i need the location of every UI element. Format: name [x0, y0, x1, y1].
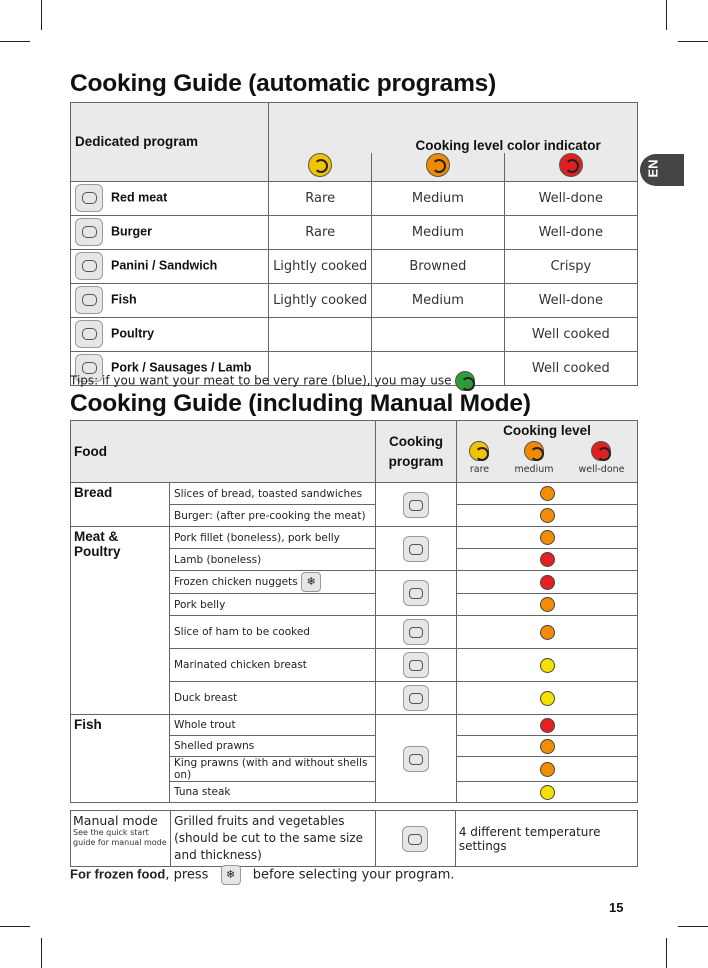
- sausage-icon: [376, 527, 457, 571]
- level-dot: [457, 527, 638, 549]
- program-panini: Panini / Sandwich: [71, 249, 269, 283]
- sandwich-icon: [75, 252, 103, 280]
- food-item: Frozen chicken nuggets ❄: [170, 571, 376, 594]
- level-dot: [457, 549, 638, 571]
- table-row: [71, 283, 638, 317]
- cell-level-2: Medium: [372, 215, 505, 249]
- sandwich-icon: [376, 616, 457, 649]
- program-pork: Pork / Sausages / Lamb: [71, 351, 269, 385]
- level-medium-icon: [372, 153, 505, 182]
- cell-level-3: Crispy: [504, 249, 637, 283]
- manual-mode-table: [70, 810, 638, 867]
- header-cooking-level: Cooking level rare medium well-done: [457, 421, 638, 483]
- sandwich-icon: [376, 483, 457, 527]
- crop-mark: [0, 41, 30, 42]
- food-item: Tuna steak: [170, 782, 376, 803]
- table-row: [71, 715, 638, 736]
- table-row: [71, 483, 638, 505]
- cell-level-3: Well cooked: [504, 351, 637, 385]
- header-dedicated-program: Dedicated program: [71, 103, 269, 182]
- level-dot: [457, 682, 638, 715]
- language-tab: [640, 154, 684, 186]
- automatic-programs-table: [70, 102, 638, 386]
- cell-level-2: Medium: [372, 181, 505, 215]
- crop-mark: [41, 938, 42, 968]
- page-number: 15: [609, 900, 624, 915]
- snowflake-icon: ❄: [301, 572, 321, 592]
- thermometer-icon: [375, 811, 455, 867]
- level-dot: [457, 571, 638, 594]
- food-item: Whole trout: [170, 715, 376, 736]
- steak-icon: [376, 682, 457, 715]
- group-meat: Meat & Poultry: [71, 527, 170, 715]
- manual-mode-title: Manual mode: [73, 813, 158, 828]
- manual-guide-table: [70, 420, 638, 803]
- food-item: Duck breast: [170, 682, 376, 715]
- level-dot: [457, 483, 638, 505]
- steak-icon: [75, 184, 103, 212]
- poultry-icon: [75, 320, 103, 348]
- program-fish: Fish: [71, 283, 269, 317]
- cell-level-2: [372, 317, 505, 351]
- crop-mark: [678, 926, 708, 927]
- table-row: [71, 215, 638, 249]
- poultry-icon: [376, 649, 457, 682]
- level-dot: [457, 649, 638, 682]
- fish-icon: [75, 286, 103, 314]
- snowflake-icon: ❄: [221, 865, 241, 885]
- cell-level-1: [269, 317, 372, 351]
- food-item: Pork fillet (boneless), pork belly: [170, 527, 376, 549]
- level-dot: [457, 782, 638, 803]
- blue-level-icon: [455, 371, 475, 391]
- group-bread: Bread: [71, 483, 170, 527]
- header-level-indicator: Cooking level color indicator: [269, 103, 638, 153]
- program-burger: Burger: [71, 215, 269, 249]
- cell-level-2: Medium: [372, 283, 505, 317]
- header-cooking-program: Cooking program: [376, 421, 457, 483]
- table-row: [71, 181, 638, 215]
- table-row: [71, 249, 638, 283]
- level-dot: [457, 736, 638, 757]
- food-item: Shelled prawns: [170, 736, 376, 757]
- crop-mark: [0, 926, 30, 927]
- language-label: EN: [645, 159, 661, 178]
- cell-level-3: Well-done: [504, 215, 637, 249]
- section-title-manual: Cooking Guide (including Manual Mode): [70, 390, 531, 417]
- cell-level-2: Browned: [372, 249, 505, 283]
- crop-mark: [41, 0, 42, 30]
- table-row: [71, 317, 638, 351]
- cell-level-1: Lightly cooked: [269, 283, 372, 317]
- cell-level-1: Lightly cooked: [269, 249, 372, 283]
- food-item: Slice of ham to be cooked: [170, 616, 376, 649]
- cell-level-3: Well-done: [504, 283, 637, 317]
- crop-mark: [666, 938, 667, 968]
- crop-mark: [666, 0, 667, 30]
- level-dot: [457, 616, 638, 649]
- crop-mark: [678, 41, 708, 42]
- burger-icon: [75, 218, 103, 246]
- program-red-meat: Red meat: [71, 181, 269, 215]
- section-title-automatic: Cooking Guide (automatic programs): [70, 70, 497, 97]
- manual-mode-subtitle: See the quick start guide for manual mode: [73, 828, 167, 847]
- food-item: Burger: (after pre-cooking the meat): [170, 505, 376, 527]
- food-item: Pork belly: [170, 594, 376, 616]
- cell-level-1: Rare: [269, 215, 372, 249]
- cell-level-1: Rare: [269, 181, 372, 215]
- food-item: Slices of bread, toasted sandwiches: [170, 483, 376, 505]
- table-row: [71, 527, 638, 549]
- level-dot: [457, 757, 638, 782]
- tips-text: Tips: if you want your meat to be very rare (blue), you may use: [70, 371, 475, 391]
- level-dot: [457, 594, 638, 616]
- frozen-food-note: For frozen food, press ❄ before selecting your program.: [70, 865, 455, 885]
- food-item: Marinated chicken breast: [170, 649, 376, 682]
- sausage-icon: [376, 571, 457, 616]
- level-dot: [457, 715, 638, 736]
- cell-level-3: Well-done: [504, 181, 637, 215]
- manual-mode-cell: [71, 811, 171, 867]
- food-item: Lamb (boneless): [170, 549, 376, 571]
- cell-level-3: Well cooked: [504, 317, 637, 351]
- temperature-settings: 4 different temperature settings: [455, 811, 637, 867]
- level-rare-icon: [269, 153, 372, 182]
- level-welldone-icon: [504, 153, 637, 182]
- fish-icon: [376, 715, 457, 803]
- level-dot: [457, 505, 638, 527]
- food-item: King prawns (with and without shells on): [170, 757, 376, 782]
- program-poultry: Poultry: [71, 317, 269, 351]
- group-fish: Fish: [71, 715, 170, 803]
- manual-mode-description: Grilled fruits and vegetables (should be cut to the same size and thickness): [171, 811, 376, 867]
- header-food: Food: [71, 421, 376, 483]
